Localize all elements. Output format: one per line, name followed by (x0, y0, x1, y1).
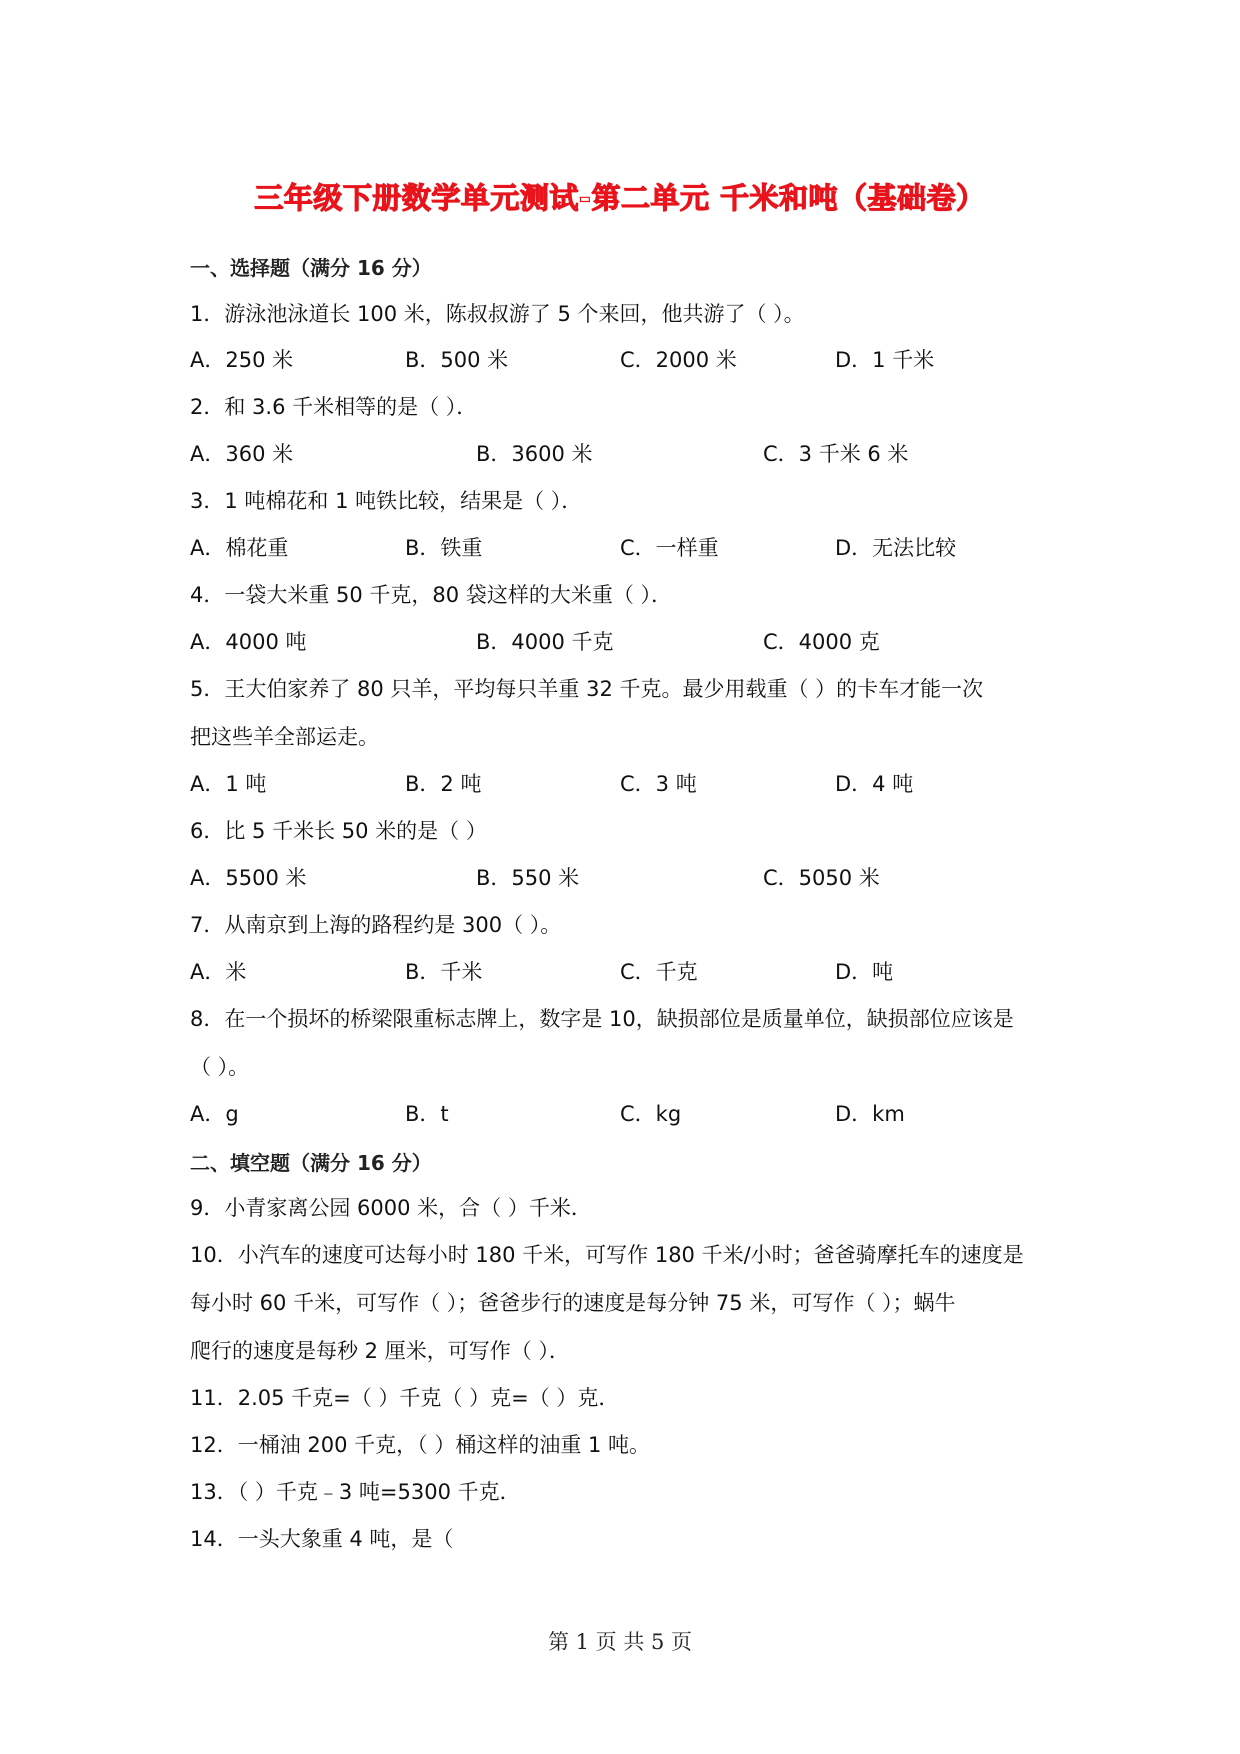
question-10-line-3: 爬行的速度是每秒 2 厘米，可写作（ ）． (190, 1339, 570, 1363)
option-c: C．一样重 (620, 536, 719, 560)
option-b: B．550 米 (476, 866, 580, 890)
option-c: C．kg (620, 1102, 682, 1126)
question-3: 3．1 吨棉花和 1 吨铁比较，结果是（ ）． (190, 489, 583, 513)
document-title: 三年级下册数学单元测试-第二单元 千米和吨（基础卷） (254, 181, 986, 215)
option-a: A．5500 米 (190, 866, 307, 890)
option-d: D．吨 (835, 960, 894, 984)
question-9: 9．小青家离公园 6000 米，合（ ）千米． (190, 1196, 592, 1220)
option-b: B．千米 (405, 960, 483, 984)
page-number: 第 1 页 共 5 页 (547, 1630, 693, 1654)
option-d: D．无法比较 (835, 536, 957, 560)
question-12: 12．一桶油 200 千克，（ ）桶这样的油重 1 吨。 (190, 1433, 651, 1457)
option-b: B．t (405, 1102, 449, 1126)
section-heading-multiple-choice: 一、选择题（满分 16 分） (190, 256, 432, 280)
question-14: 14．一头大象重 4 吨，是（ (190, 1527, 454, 1551)
option-a: A．米 (190, 960, 247, 984)
option-a: A．4000 吨 (190, 630, 307, 654)
option-b: B．铁重 (405, 536, 483, 560)
option-b: B．500 米 (405, 348, 509, 372)
question-2: 2．和 3.6 千米相等的是（ ）． (190, 395, 478, 419)
option-c: C．千克 (620, 960, 698, 984)
option-b: B．2 吨 (405, 772, 482, 796)
question-6: 6．比 5 千米长 50 米的是（ ） (190, 819, 487, 843)
question-1: 1．游泳池泳道长 100 米，陈叔叔游了 5 个来回，他共游了（ ）。 (190, 302, 805, 326)
option-c: C．4000 克 (763, 630, 880, 654)
option-a: A．g (190, 1102, 239, 1126)
option-d: D．1 千米 (835, 348, 935, 372)
question-13: 13．（ ）千克﹣3 吨=5300 千克． (190, 1480, 521, 1504)
option-a: A．250 米 (190, 348, 294, 372)
section-heading-fill-in-blank: 二、填空题（满分 16 分） (190, 1151, 432, 1175)
option-b: B．3600 米 (476, 442, 593, 466)
option-b: B．4000 千克 (476, 630, 614, 654)
option-c: C．2000 米 (620, 348, 737, 372)
question-4: 4．一袋大米重 50 千克，80 袋这样的大米重（ ）． (190, 583, 673, 607)
option-a: A．1 吨 (190, 772, 267, 796)
question-8-line-1: 8．在一个损坏的桥梁限重标志牌上，数字是 10，缺损部位是质量单位，缺损部位应该是 (190, 1007, 1014, 1031)
option-d: D．4 吨 (835, 772, 914, 796)
question-10-line-1: 10．小汽车的速度可达每小时 180 千米，可写作 180 千米/小时；爸爸骑摩托车的速度是 (190, 1243, 1024, 1267)
option-d: D．km (835, 1102, 905, 1126)
option-c: C．3 千米 6 米 (763, 442, 909, 466)
option-c: C．3 吨 (620, 772, 697, 796)
question-5-line-1: 5．王大伯家养了 80 只羊，平均每只羊重 32 千克。最少用载重（ ）的卡车才能一次 (190, 677, 984, 701)
question-10-line-2: 每小时 60 千米，可写作（ ）；爸爸步行的速度是每分钟 75 米，可写作（ ）；蜗牛 (190, 1291, 956, 1315)
option-a: A．棉花重 (190, 536, 289, 560)
option-c: C．5050 米 (763, 866, 880, 890)
question-11: 11．2.05 千克=（ ）千克（ ）克=（ ）克． (190, 1386, 620, 1410)
question-5-line-2: 把这些羊全部运走。 (190, 725, 379, 749)
question-7: 7．从南京到上海的路程约是 300（ ）。 (190, 913, 562, 937)
question-8-line-2: （ ）。 (190, 1055, 250, 1079)
option-a: A．360 米 (190, 442, 294, 466)
